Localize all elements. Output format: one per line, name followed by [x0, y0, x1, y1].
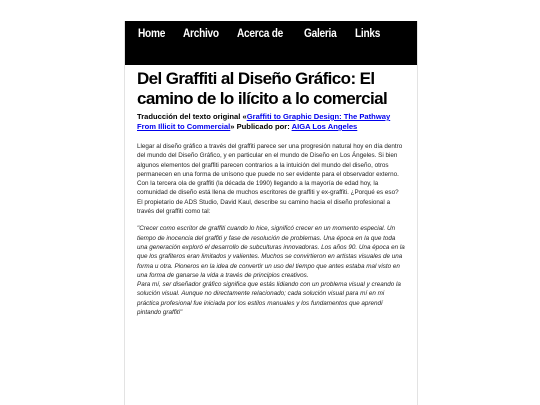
quote-paragraph-2: Para mí, ser diseñador gráfico significa que estás lidiando con un problema visual y creando la solución visual. Aunque no directamente relacionado; cada solución visual para mí en mi práctica profesional fue iniciada por los estilos manuales y los fundamentos que aprendí pintando graffiti" — [137, 281, 401, 317]
article-title: Del Graffiti al Diseño Gráfico: El camino de lo ilícito a lo comercial — [137, 69, 388, 108]
article-meta — [137, 112, 405, 132]
page-container — [124, 21, 418, 405]
nav-links-link[interactable]: Links — [354, 28, 380, 40]
publisher-link[interactable]: AIGA Los Angeles — [291, 122, 358, 131]
article — [125, 65, 417, 317]
original-article-link[interactable]: Graffiti to Graphic Design: The Pathway From Illicit to Commercial — [137, 112, 391, 131]
nav-archivo-link[interactable]: Archivo — [182, 28, 219, 40]
meta-prefix: Traducción del texto original « — [137, 112, 247, 121]
article-quote — [137, 224, 405, 317]
paragraph-2: El propietario de ADS Studio, David Kaul, describe su camino hacia el diseño profesional a través del graffiti como tal: — [137, 198, 391, 216]
nav-galeria-link[interactable]: Galeria — [303, 28, 337, 40]
article-body — [137, 142, 405, 216]
paragraph-1: Llegar al diseño gráfico a través del graffiti parece ser una progresión natural hoy en día dentro del mundo del Diseño Gráfico, y en particular en el mundo de Diseño en Los Ángeles. Si bien algunos elementos del graffiti parecen contrarios a la intuición del mundo del diseño, otros permanecen en una forma de unísono que puede no ser evidente para el observador externo. Con la tercera ola de graffiti (la década de 1990) llegando a la mayoría de edad hoy, la comunidad de diseño está llena de muchos escritores de graffiti y ex-graffiti. ¿Porqué es eso? — [137, 143, 403, 197]
nav-acerca-link[interactable]: Acerca de — [237, 28, 284, 40]
top-navbar — [125, 21, 417, 65]
meta-middle: » Publicado por: — [230, 122, 292, 131]
quote-paragraph-1: "Crecer como escritor de graffiti cuando lo hice, significó crecer en un momento especial. Un tiempo de inocencia del graffiti y fase de resolución de problemas. Una época en la que toda una generación exploró el desarrollo de subculturas innovadoras. Los años 90. Una época en la que los grafiteros eran limitados y valientes. Muchos se convirtieron en artistas visuales de una forma u otra. Pioneros en la idea de convertir un uso del tiempo que antes estaba mal visto en una forma de ganarse la vida a través de principios creativos. — [137, 225, 405, 279]
nav-home-link[interactable]: Home — [138, 28, 166, 40]
